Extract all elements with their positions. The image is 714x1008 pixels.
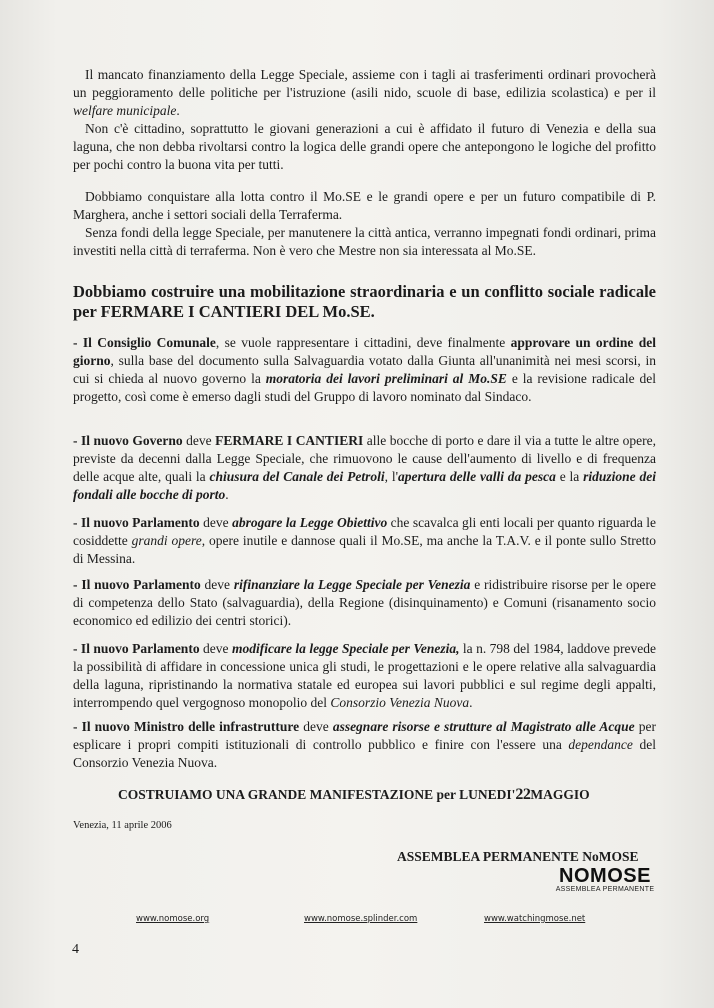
- bullet-minister-prefix: - Il nuovo Ministro delle infrastrutture: [73, 719, 300, 734]
- bullet-new-government-text-1: deve: [182, 433, 216, 448]
- bullet-parliament-abrogate: [73, 514, 656, 568]
- bullet-city-council-text-2: , sulla base del documento sulla Salvaguardia votato dalla Giunta all'unanimità nei mesi scorsi, in cui si chieda al nuovo governo la: [73, 353, 656, 386]
- bullet-minister: [73, 718, 656, 772]
- bullet-minister-text-2: per esplicare i propri compiti istituzionali di controllo pubblico e finire con l'essere una: [73, 719, 656, 752]
- bullet-city-council-text-3: e la revisione radicale del progetto, così come è emerso dagli studi del Gruppo di lavoro nominato dal Sindaco.: [73, 371, 656, 404]
- bullet-minister-dependance: dependance: [568, 737, 633, 752]
- manifestation-day: 22: [515, 786, 531, 803]
- bullet-parliament-abrogate-law: abrogare la Legge Obiettivo: [232, 515, 388, 530]
- bullet-parliament-refinance-law: rifinanziare la Legge Speciale per Venezia: [233, 577, 471, 592]
- bullet-city-council-text-1: , se vuole rappresentare i cittadini, deve finalmente: [215, 335, 511, 350]
- manifestation-month: MAGGIO: [530, 787, 590, 802]
- bullet-parliament-abrogate-text-3: , opere inutile e dannose quali il Mo.SE, ma anche la T.A.V. e il ponte sullo Stretto di Messina.: [73, 533, 656, 566]
- paragraph-funding-text: Il mancato finanziamento della Legge Speciale, assieme con i tagli ai trasferimenti ordinari provocherà un peggioramento delle politiche per l'istruzione (asili nido, scuole di base, edilizia scolastica) e per il: [73, 67, 656, 100]
- bullet-city-council-prefix: - Il Consiglio Comunale: [73, 335, 216, 350]
- paragraph-citizens: [73, 120, 656, 174]
- bullet-minister-resources: assegnare risorse e strutture al Magistrato alle Acque: [332, 719, 635, 734]
- bullet-new-government-valleys: apertura delle valli da pesca: [398, 469, 556, 484]
- bullet-parliament-modify-text-3: .: [469, 695, 473, 710]
- bullet-city-council-bold: approvare un ordine del giorno: [73, 335, 656, 368]
- bullet-parliament-refinance-text-2: e ridistribuire risorse per le opere di competenza dello Stato (salvaguardia), della Regione (disinquinamento) e Comuni (risanamento socio economico ed edilizio dei centri storici).: [73, 577, 656, 628]
- bullet-parliament-modify-law: modificare la legge Speciale per Venezia,: [231, 641, 460, 656]
- bullet-new-government-seabed: riduzione dei fondali alle bocche di porto: [73, 469, 657, 502]
- bullet-new-government-text-3: , l': [384, 469, 399, 484]
- bullet-parliament-modify-prefix: - Il nuovo Parlamento: [73, 641, 200, 656]
- page-number: 4: [72, 942, 79, 957]
- manifestation-call: [118, 786, 638, 804]
- welfare-term: welfare municipale: [73, 103, 177, 118]
- bullet-parliament-modify: [73, 640, 656, 712]
- manifestation-text: COSTRUIAMO UNA GRANDE MANIFESTAZIONE per LUNEDI': [118, 787, 516, 802]
- bullet-new-government-text-4: e la: [555, 469, 584, 484]
- bullet-parliament-modify-consortium: Consorzio Venezia Nuova: [330, 695, 470, 710]
- bullet-new-government-text-2: alle bocche di porto e dare il via a tutte le altre opere, previste da decenni dalla Legge Speciale, che rimuovono le cause dell'aumento di livello e di frequenza delle acque alte, quali la: [73, 433, 657, 484]
- bullet-parliament-modify-text-2: la n. 798 del 1984, laddove prevede la possibilità di affidare in concessione unica gli studi, le progettazioni e le opere relative alla salvaguardia della laguna, ripristinando la normativa statale ed europea sui lavori pubblici e sul regime degli appalti, interrompendo quel vergognoso monopolio del: [73, 641, 657, 710]
- document-date: Venezia, 11 aprile 2006: [73, 820, 172, 831]
- logo-sub-text: ASSEMBLEA PERMANENTE: [555, 886, 655, 893]
- assembly-signature: ASSEMBLEA PERMANENTE NoMOSE: [397, 849, 639, 864]
- link-nomose-org[interactable]: www.nomose.org: [136, 914, 210, 924]
- paragraph-funding-end: .: [176, 103, 180, 118]
- bullet-minister-text-3: del Consorzio Venezia Nuova.: [73, 737, 656, 770]
- paragraph-funds-text: Senza fondi della legge Speciale, per manutenere la città antica, verranno impegnati fondi ordinari, prima investiti nella città di terraferma. Non è vero che Mestre non sia interessata al Mo.SE.: [73, 225, 656, 258]
- bullet-parliament-modify-text-1: deve: [199, 641, 232, 656]
- bullet-parliament-refinance-prefix: - Il nuovo Parlamento: [73, 577, 201, 592]
- bullet-new-government: [73, 432, 656, 504]
- bullet-minister-text-1: deve: [299, 719, 333, 734]
- bullet-parliament-refinance: [73, 576, 656, 630]
- nomose-logo: [554, 866, 656, 894]
- bullet-parliament-abrogate-text-2: che scavalca gli enti locali per quanto riguarda le cosiddette: [73, 515, 657, 548]
- bullet-new-government-canal: chiusura del Canale dei Petroli: [209, 469, 385, 484]
- paragraph-conquer-text: Dobbiamo conquistare alla lotta contro il Mo.SE e le grandi opere e per un futuro compatibile di P. Marghera, anche i settori sociali della Terraferma.: [73, 189, 656, 222]
- link-watchingmose[interactable]: www.watchingmose.net: [484, 914, 586, 924]
- link-nomose-splinder[interactable]: www.nomose.splinder.com: [304, 914, 418, 924]
- bullet-city-council-moratorium: moratoria dei lavori preliminari al Mo.SE: [265, 371, 507, 386]
- paragraph-funding: [73, 66, 656, 120]
- paragraph-citizens-text: Non c'è cittadino, soprattutto le giovani generazioni a cui è affidato il futuro di Venezia e della sua laguna, che non debba rivoltarsi contro la logica delle grandi opere che antepongono le logiche del profitto per pochi contro la buona vita per tutti.: [73, 121, 656, 172]
- bullet-new-government-prefix: - Il nuovo Governo: [73, 433, 183, 448]
- paragraph-funds: [73, 224, 656, 260]
- logo-main-text: NOMOSE: [559, 865, 651, 887]
- bullet-parliament-abrogate-prefix: - Il nuovo Parlamento: [73, 515, 200, 530]
- bullet-parliament-abrogate-great-works: grandi opere: [131, 533, 202, 548]
- bullet-parliament-refinance-text-1: deve: [200, 577, 234, 592]
- main-heading: Dobbiamo costruire una mobilitazione straordinaria e un conflitto sociale radicale per FERMARE I CANTIERI DEL Mo.SE.: [73, 282, 656, 321]
- bullet-parliament-abrogate-text-1: deve: [199, 515, 233, 530]
- paragraph-conquer: [73, 188, 656, 224]
- bullet-new-government-text-5: .: [225, 487, 229, 502]
- bullet-new-government-bold: FERMARE I CANTIERI: [215, 433, 364, 448]
- bullet-city-council: [73, 334, 656, 406]
